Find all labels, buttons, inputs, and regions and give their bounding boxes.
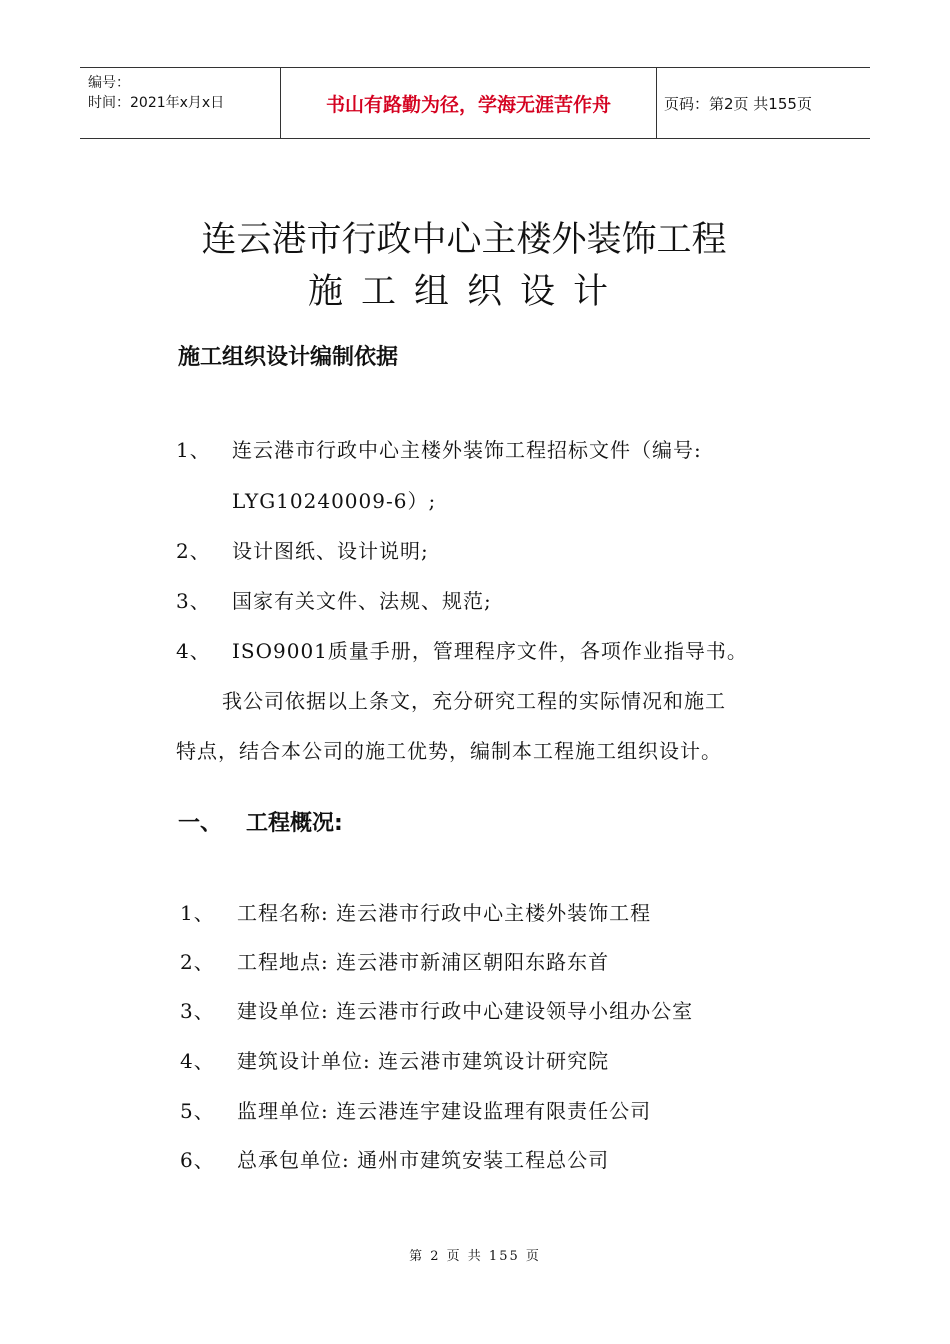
overview-heading-number: 一、 — [178, 811, 223, 836]
header-motto: 书山有路勤为径，学海无涯苦作舟 — [325, 93, 611, 116]
list-item-number: 2、 — [176, 539, 211, 563]
list-item-number: 5、 — [180, 1099, 215, 1123]
header-meta — [80, 68, 280, 138]
list-item-number: 1、 — [176, 438, 211, 462]
list-item-text: 工程名称: 连云港市行政中心主楼外装饰工程 — [237, 901, 652, 925]
document-title: 连云港市行政中心主楼外装饰工程 — [201, 220, 727, 260]
list-item-number: 2、 — [180, 950, 215, 974]
list-item-number: 3、 — [180, 999, 215, 1023]
document-subtitle: 施工组织设计 — [307, 272, 626, 312]
list-item-number: 6、 — [180, 1148, 215, 1172]
basis-heading: 施工组织设计编制依据 — [178, 345, 399, 370]
page-footer: 第 2 页 共 155 页 — [409, 1249, 541, 1264]
list-item-text: ISO9001质量手册，管理程序文件，各项作业指导书。 — [232, 639, 748, 663]
number-label: 编号： — [88, 75, 130, 91]
list-item-number: 4、 — [176, 639, 211, 663]
list-item-text: 国家有关文件、法规、规范; — [232, 589, 492, 613]
header-divider — [656, 68, 657, 138]
list-item-text: 连云港市行政中心主楼外装饰工程招标文件（编号: — [232, 438, 702, 462]
list-item-text: 建设单位: 连云港市行政中心建设领导小组办公室 — [237, 999, 694, 1023]
list-item-text: LYG10240009-6）; — [232, 489, 437, 513]
header-page-info: 页码：第2页 共155页 — [664, 94, 812, 113]
body-paragraph: 特点，结合本公司的施工优势，编制本工程施工组织设计。 — [176, 739, 722, 763]
list-item-text: 总承包单位: 通州市建筑安装工程总公司 — [237, 1148, 610, 1172]
list-item-text: 监理单位: 连云港连宇建设监理有限责任公司 — [237, 1099, 652, 1123]
list-item-text: 工程地点: 连云港市新浦区朝阳东路东首 — [237, 950, 610, 974]
date-label: 时间：2021年x月x日 — [88, 95, 225, 111]
overview-heading: 工程概况: — [246, 811, 343, 836]
page-header — [80, 67, 870, 139]
list-item-text: 设计图纸、设计说明; — [232, 539, 429, 563]
list-item-number: 1、 — [180, 901, 215, 925]
list-item-number: 4、 — [180, 1049, 215, 1073]
list-item-number: 3、 — [176, 589, 211, 613]
body-paragraph: 我公司依据以上条文，充分研究工程的实际情况和施工 — [222, 689, 726, 713]
list-item-text: 建筑设计单位: 连云港市建筑设计研究院 — [237, 1049, 610, 1073]
